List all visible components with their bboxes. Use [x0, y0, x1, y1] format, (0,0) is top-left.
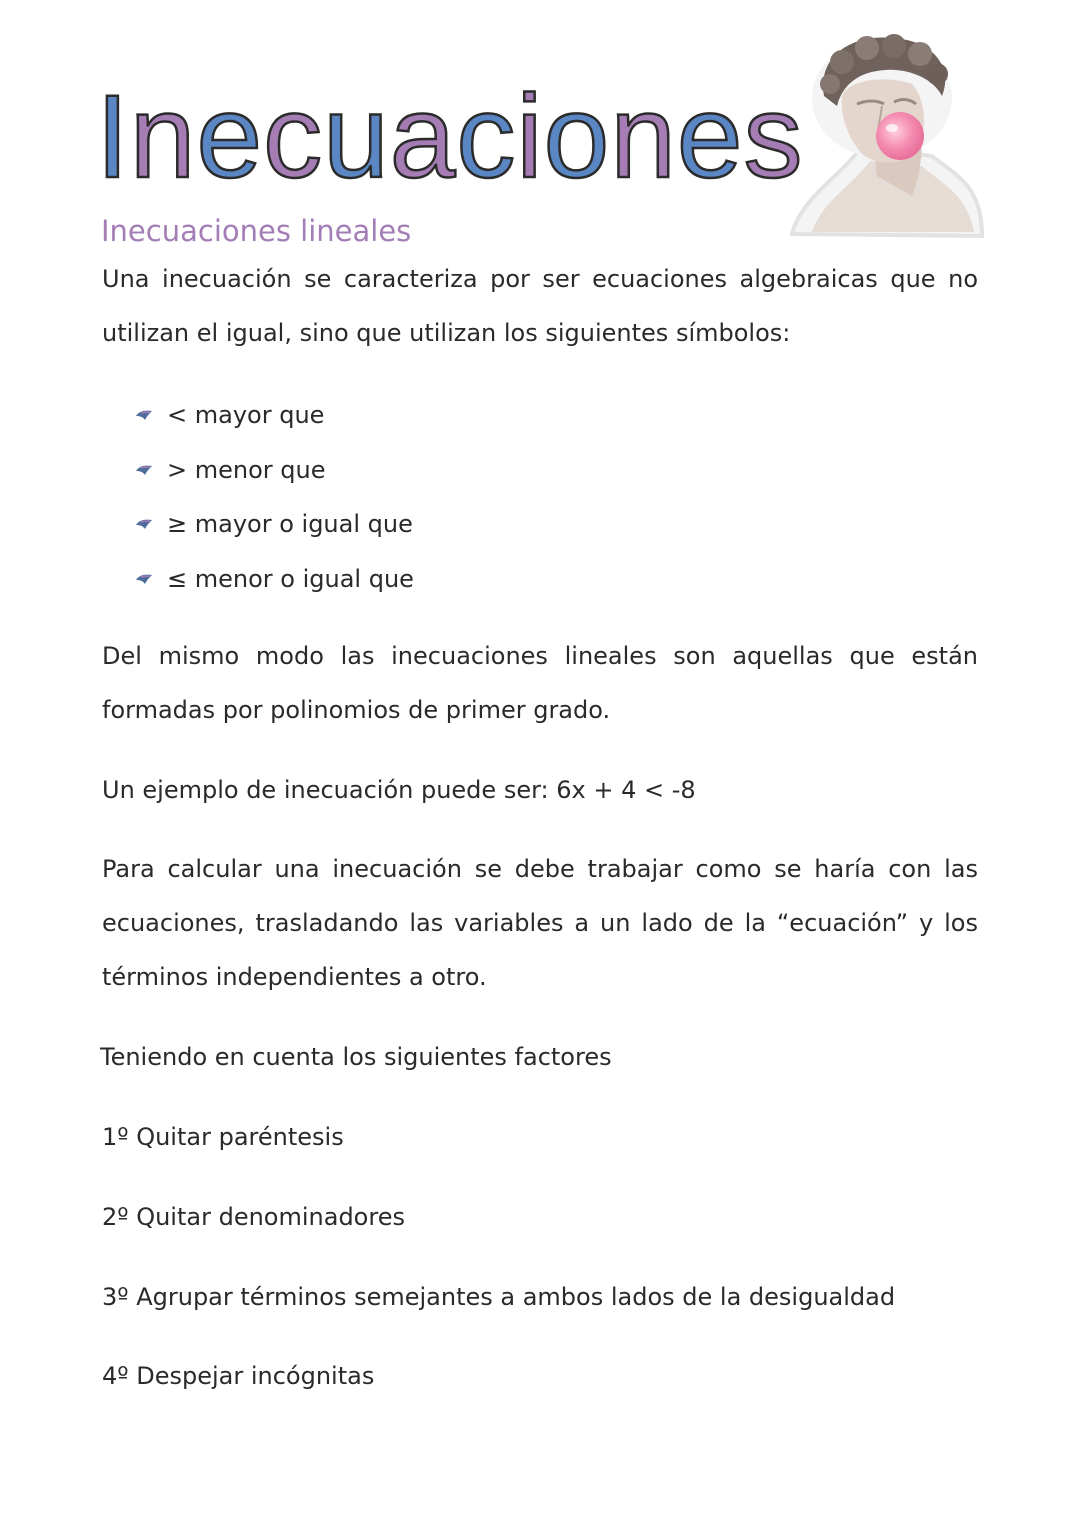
step-item: 2º Quitar denominadores: [102, 1203, 405, 1231]
example-line: Un ejemplo de inecuación puede ser: 6x + 4 < -8: [102, 776, 696, 804]
list-item: [135, 388, 414, 443]
title-letter: n: [129, 71, 197, 203]
list-item-label: > menor que: [167, 455, 326, 484]
bird-bullet-icon: [135, 464, 153, 476]
title-letter: c: [263, 71, 324, 203]
step-item: 3º Agrupar términos semejantes a ambos lados de la desigualdad: [102, 1283, 896, 1311]
title-letter: c: [456, 71, 517, 203]
title-letter: e: [196, 71, 264, 203]
title-letter: s: [743, 71, 804, 203]
calc-paragraph: Para calcular una inecuación se debe trabajar como se haría con las ecuaciones, trasladando las variables a un lado de la “ecuación” y los términos independientes a otro.: [102, 855, 978, 991]
list-item: [135, 552, 414, 607]
david-statue-bubblegum-icon: [782, 26, 988, 242]
intro-paragraph: Una inecuación se caracteriza por ser ecuaciones algebraicas que no utilizan el igual, sino que utilizan los siguientes símbolos:: [102, 265, 978, 347]
list-item-label: ≥ mayor o igual que: [167, 510, 413, 539]
title-letter: u: [323, 71, 390, 203]
title-letter: I: [96, 71, 130, 203]
page-title: [96, 71, 804, 203]
title-letter: e: [676, 71, 744, 203]
list-item-label: ≤ menor o igual que: [167, 564, 414, 593]
title-letter: a: [389, 71, 457, 203]
list-item-label: < mayor que: [167, 401, 325, 430]
title-letter: i: [516, 71, 544, 203]
symbol-list: [135, 388, 414, 606]
step-item: 4º Despejar incógnitas: [102, 1362, 375, 1390]
bird-bullet-icon: [135, 573, 153, 585]
title-letter: n: [610, 71, 677, 203]
lineales-paragraph: Del mismo modo las inecuaciones lineales son aquellas que están formadas por polinomios de primer grado.: [102, 642, 978, 724]
step-item: 1º Quitar paréntesis: [102, 1123, 344, 1151]
bird-bullet-icon: [135, 409, 153, 421]
bird-bullet-icon: [135, 518, 153, 530]
list-item: [135, 497, 414, 552]
list-item: [135, 443, 414, 498]
title-letter: o: [543, 71, 611, 203]
section-subtitle: Inecuaciones lineales: [101, 214, 412, 248]
factors-intro: Teniendo en cuenta los siguientes factores: [100, 1043, 612, 1071]
